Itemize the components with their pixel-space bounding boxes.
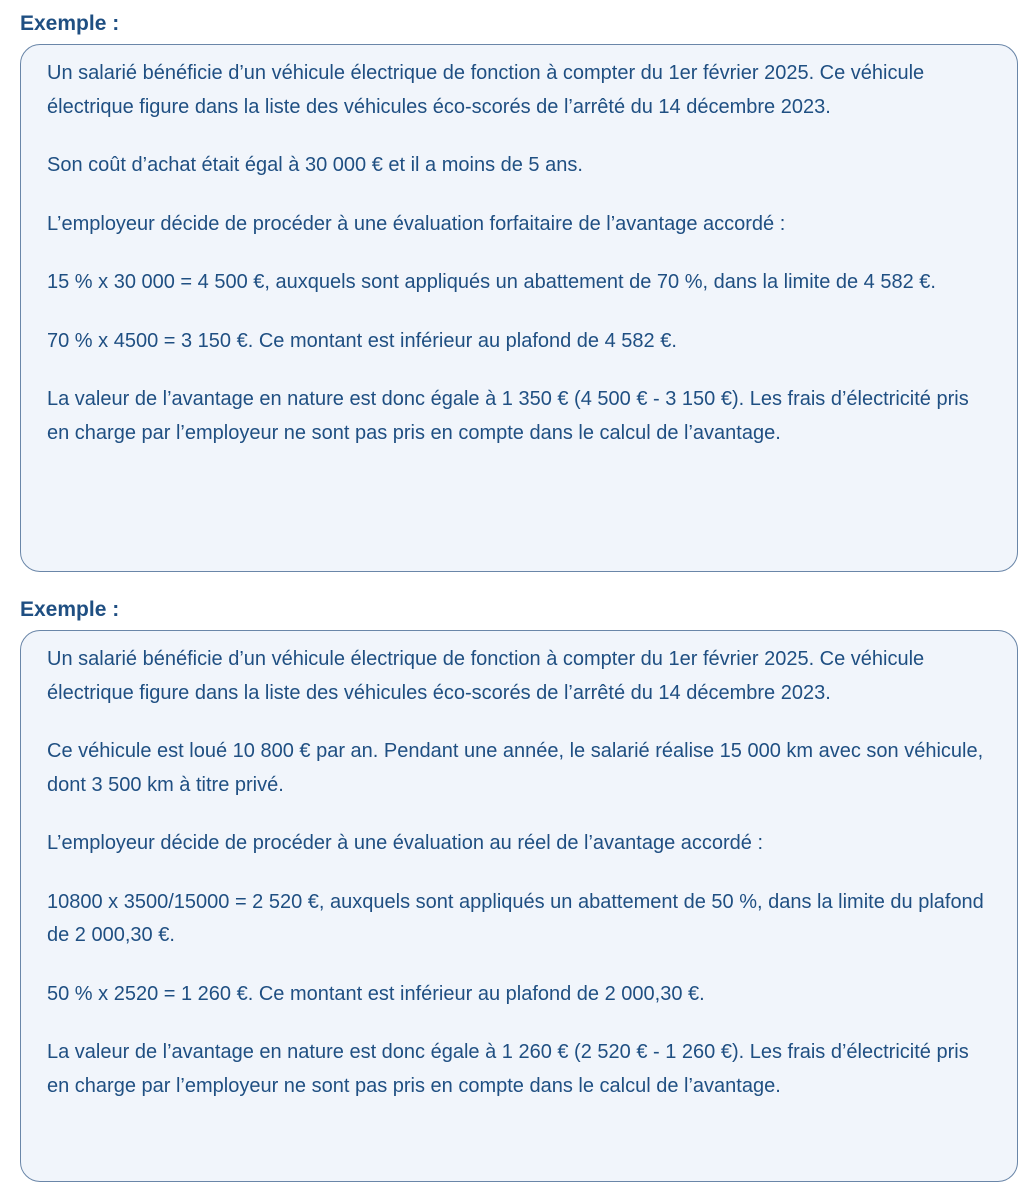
example-paragraph: La valeur de l’avantage en nature est donc égale à 1 350 € (4 500 € - 3 150 €). Les frais d’électricité pris en charge par l’employeur ne sont pas pris en compte dans le calcul de l’avantage. <box>47 388 969 444</box>
example-paragraph: L’employeur décide de procéder à une évaluation au réel de l’avantage accordé : <box>47 832 764 854</box>
example-paragraph: 70 % x 4500 = 3 150 €. Ce montant est inférieur au plafond de 4 582 €. <box>47 329 677 352</box>
example-section-2 <box>20 596 1018 1182</box>
example-paragraph: 10800 x 3500/15000 = 2 520 €, auxquels sont appliqués un abattement de 50 %, dans la limite du plafond de 2 000,30 €. <box>47 890 984 946</box>
example-paragraph: Un salarié bénéficie d’un véhicule électrique de fonction à compter du 1er février 2025. Ce véhicule électrique figure dans la liste des véhicules éco-scorés de l’arrêté du 14 décembre 2023. <box>47 648 925 704</box>
example-title: Exemple : <box>20 12 120 35</box>
example-paragraph: 50 % x 2520 = 1 260 €. Ce montant est inférieur au plafond de 2 000,30 €. <box>47 982 705 1005</box>
example-paragraph: Ce véhicule est loué 10 800 € par an. Pendant une année, le salarié réalise 15 000 km avec son véhicule, dont 3 500 km à titre privé. <box>47 740 984 796</box>
example-paragraph: Un salarié bénéficie d’un véhicule électrique de fonction à compter du 1er février 2025. Ce véhicule électrique figure dans la liste des véhicules éco-scorés de l’arrêté du 14 décembre 2023. <box>47 62 925 118</box>
example-paragraph: L’employeur décide de procéder à une évaluation forfaitaire de l’avantage accordé : <box>47 212 786 235</box>
example-paragraph: 15 % x 30 000 = 4 500 €, auxquels sont appliqués un abattement de 70 %, dans la limite de 4 582 €. <box>47 271 936 293</box>
example-box <box>20 44 1018 572</box>
example-title: Exemple : <box>20 598 120 621</box>
example-paragraph: La valeur de l’avantage en nature est donc égale à 1 260 € (2 520 € - 1 260 €). Les frais d’électricité pris en charge par l’employeur ne sont pas pris en compte dans le calcul de l’avantage. <box>47 1041 969 1097</box>
example-paragraph: Son coût d’achat était égal à 30 000 € et il a moins de 5 ans. <box>47 154 583 176</box>
example-section-1 <box>20 10 1018 572</box>
example-box <box>20 630 1018 1182</box>
